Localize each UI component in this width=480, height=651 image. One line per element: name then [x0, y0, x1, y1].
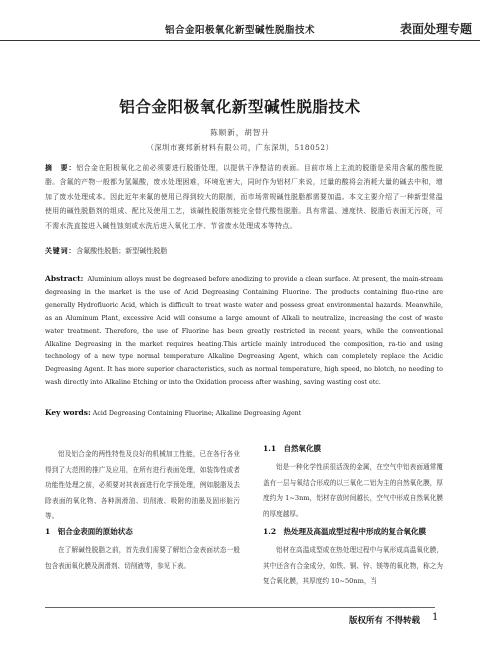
intro-paragraph: 铝及铝合金的两性特性及良好的机械加工性能，已在各行各业得到了大范围的推广及应用，在所有进行表面处理，如装饰性或者功能性处理之前，必须要对其表面进行化学预处理，例如脱脂及去除表面的氧化物、各种润滑油、切削液、吸附的油墨及固形脏污等。 [45, 450, 240, 521]
section-1-heading: 1 铝合金表面的原始状态 [45, 527, 133, 536]
page-number: 1 [432, 612, 439, 623]
section-1-2-paragraph: 铝材在高温成型或在热处理过程中与氧形成高温氧化膜，其中还含有合金成分，如铁、铜、锌、镁等的氧化物，称之为复合氧化膜，其厚度约 10~50nm，当 [263, 546, 443, 586]
section-1-paragraph: 在了解碱性脱脂之前，首先我们需要了解铝合金表面状态一般包含表面氧化膜及润滑剂、切削液等，参见下表。 [45, 546, 240, 570]
english-keywords-label: Key words: [45, 408, 91, 417]
english-abstract-label: Abstract: [45, 274, 84, 283]
chinese-keywords-label: 关键词： [45, 246, 77, 255]
chinese-abstract [45, 161, 443, 233]
english-abstract [45, 273, 443, 390]
copyright-notice: 版权所有 不得转载 [349, 616, 420, 626]
section-1-1-heading: 1.1 自然氧化膜 [263, 444, 322, 453]
header-divider [0, 40, 480, 41]
section-1-1-paragraph: 铝是一种化学性质很活泼的金属，在空气中铝表面通常覆盖有一层与氧结合形成的以三氧化二铝为主的自然氧化膜，厚度约为 1~3nm，铝材存放时间越长，空气中形成自然氧化膜的厚度越厚。 [263, 463, 443, 518]
chinese-abstract-text: 铝合金在阳极氧化之前必须要进行脱脂处理，以提供干净整洁的表面。目前市场上主流的脱脂是采用含氟的酸性脱脂。含氟的产物一般都为氢氟酸，废水处理困难，环境危害大，同时作为铝材厂来说，过量的酸将会消耗大量的碱去中和，增加了废水处理成本。因此近年来氟的使用已得到较大的限制，而市场常规碱性脱脂都需要加温。本文主要介绍了一种新型常温使用的碱性脱脂剂的组成、配比及使用工艺，该碱性脱脂剂能完全替代酸性脱脂。具有常温、速度快、脱脂后表面无污斑，可不需水洗直接进入碱性蚀刻或水洗后进入氧化工序、节省废水处理成本等特点。 [45, 164, 443, 230]
section-1-2-heading: 1.2 热处理及高温成型过程中形成的复合氧化膜 [263, 527, 427, 536]
footer-divider [45, 607, 435, 608]
article-affiliation: （深圳市赛邦新材料有限公司，广东深圳，518052） [146, 143, 334, 152]
chinese-abstract-label: 摘 要： [45, 164, 77, 172]
chinese-keywords-text: 含氟酸性脱脂；新型碱性脱脂 [76, 247, 168, 255]
page-header [0, 0, 480, 44]
english-abstract-text: Aluminium alloys must be degreased before anodizing to provide a clean surface. At present, the main-stream degreasing in the market is the use of Acid Degreasing Containing Fluorine. The products containing fluo-rine are generally Hydrofluoric Acid, which is difficult to treat waste water and possess great environmental hazards. Meanwhile, as an Aluminum Plant, excessive Acid will consume a large amount of Alkali to neutralize, increasing the cost of waste water treatment. Therefore, the use of Fluorine has been greatly restricted in recent years, while the conventional Alkaline Degreasing in the market requires heating.This article mainly introduced the composition, ra-tio and using technology of a new type normal temperature Alkaline Degreasing Agent, which can completely replace the Acidic Degreasing Agent. It has more superior characteristics, such as normal temperature, high speed, no blotch, no needing to wash directly into Alkaline Etching or into the Oxidation process after washing, saving wasting cost etc. [45, 276, 443, 387]
english-keywords [45, 408, 301, 417]
english-keywords-text: Acid Degreasing Containing Fluorine; Alkaline Degreasing Agent [92, 410, 302, 417]
section-label: 表面处理专题 [399, 22, 472, 36]
running-title: 铝合金阳极氧化新型碱性脱脂技术 [164, 25, 315, 36]
article-title: 铝合金阳极氧化新型碱性脱脂技术 [119, 97, 361, 116]
article-authors: 陈顺新，胡智升 [210, 128, 270, 137]
chinese-keywords [45, 246, 167, 256]
